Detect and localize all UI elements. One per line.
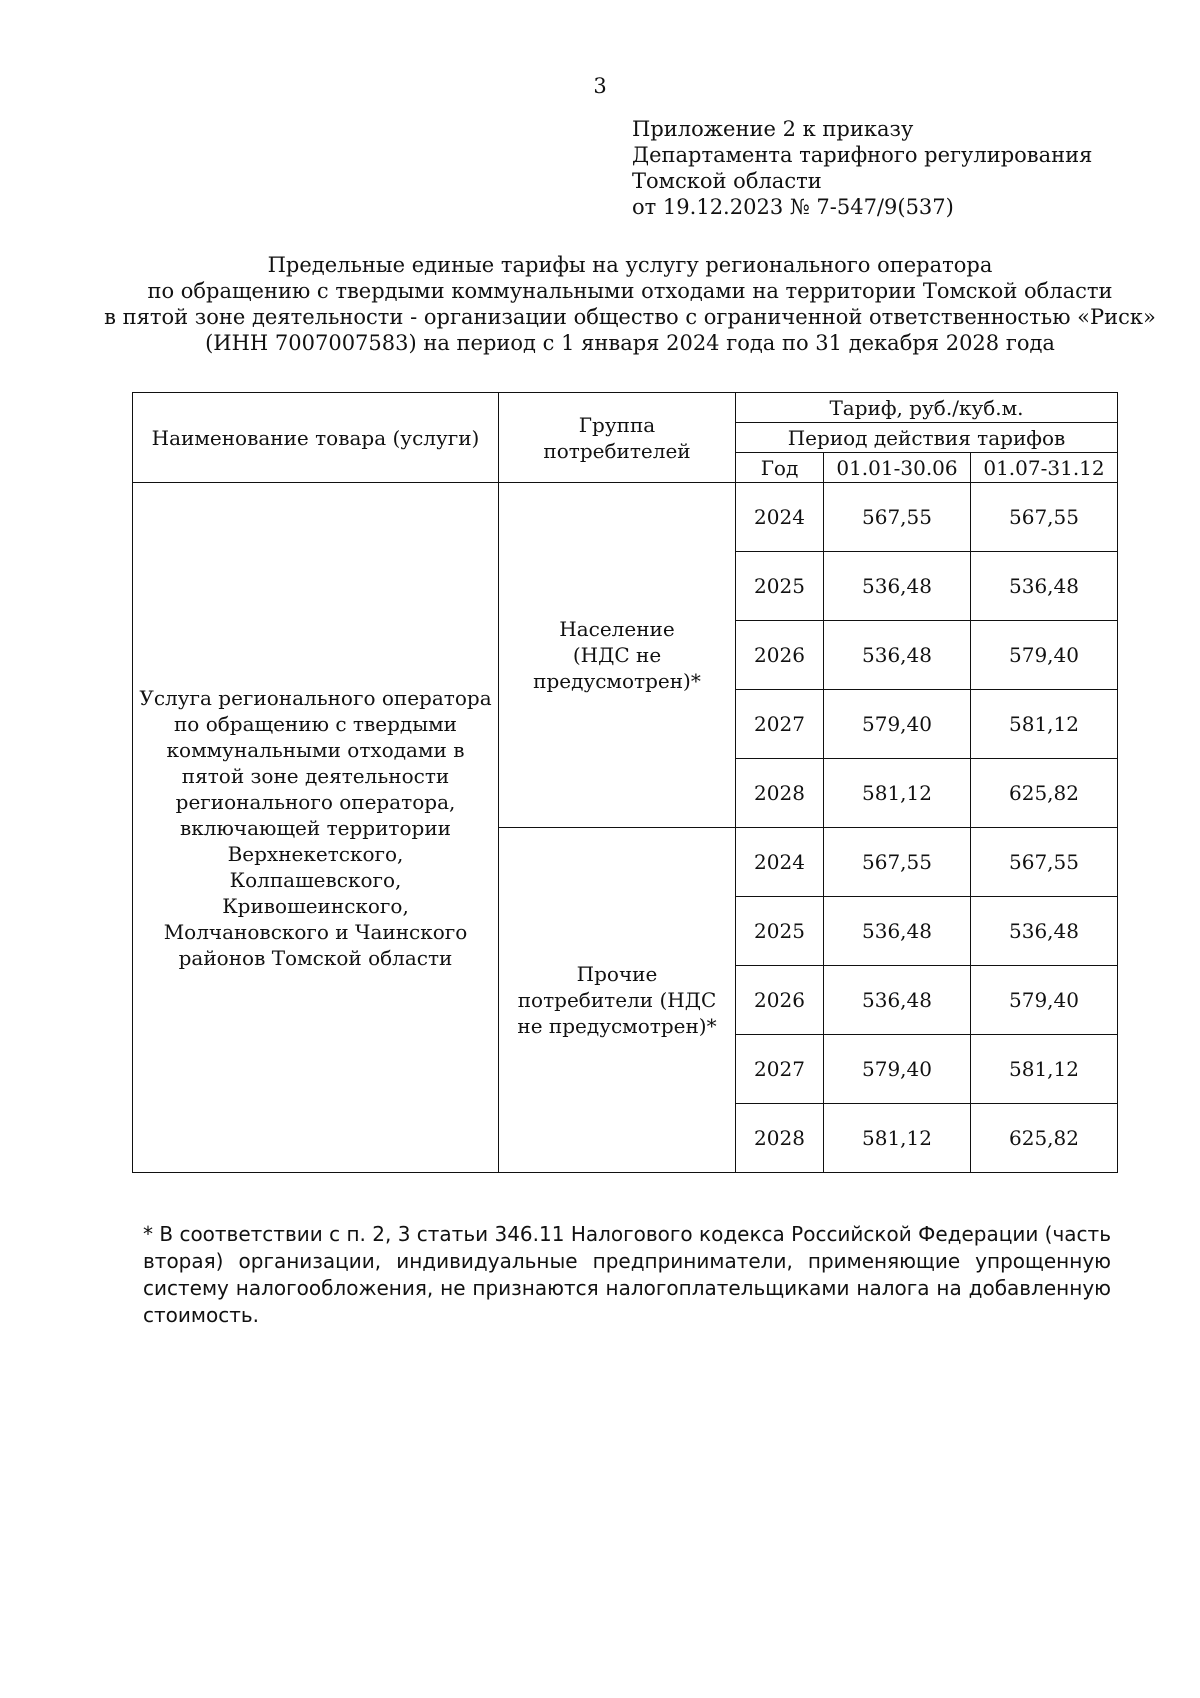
service-line: коммунальными отходами в	[166, 737, 465, 762]
service-line: Колпашевского,	[229, 867, 402, 892]
first-half-value: 567,55	[824, 483, 971, 552]
second-half-value: 536,48	[971, 897, 1118, 966]
header-period: Период действия тарифов	[736, 423, 1118, 453]
group-line: потребители (НДС	[517, 988, 717, 1012]
year-cell: 2028	[736, 759, 824, 828]
page-number: 3	[593, 74, 607, 98]
group-cell	[499, 483, 736, 828]
year-cell: 2024	[736, 483, 824, 552]
service-line: по обращению с твердыми	[173, 711, 458, 736]
header-row	[133, 393, 1118, 423]
second-half-value: 625,82	[971, 1104, 1118, 1173]
footnote: * В соответствии с п. 2, 3 статьи 346.11 Налогового кодекса Российской Федерации (часть вторая) организации, индивидуальные предприниматели, применяющие упрощенную систему налогообложения, не признаются налогоплательщиками налога на добавленную стоимость.	[143, 1222, 1111, 1327]
appendix-line: Приложение 2 к приказу	[632, 117, 914, 141]
second-half-value: 567,55	[971, 828, 1118, 897]
second-half-value: 579,40	[971, 621, 1118, 690]
service-line: пятой зоне деятельности	[181, 763, 450, 788]
service-cell	[133, 483, 499, 1173]
first-half-value: 581,12	[824, 759, 971, 828]
header-first-half: 01.01-30.06	[824, 453, 971, 483]
group-line: не предусмотрен)*	[517, 1014, 717, 1038]
appendix-block	[632, 116, 1092, 220]
table-row	[133, 483, 1118, 552]
first-half-value: 536,48	[824, 966, 971, 1035]
title-line: в пятой зоне деятельности - организации общество с ограниченной ответственностью «Риск»	[104, 305, 1156, 329]
service-line: Верхнекетского,	[227, 841, 404, 866]
year-cell: 2026	[736, 621, 824, 690]
first-half-value: 581,12	[824, 1104, 971, 1173]
group-line: Прочие	[576, 962, 658, 986]
second-half-value: 579,40	[971, 966, 1118, 1035]
year-cell: 2024	[736, 828, 824, 897]
title-line: (ИНН 7007007583) на период с 1 января 2024 года по 31 декабря 2028 года	[205, 331, 1055, 355]
group-line: предусмотрен)*	[533, 669, 701, 693]
service-line: включающей территории	[180, 815, 451, 840]
service-line: Услуга регионального оператора	[139, 685, 492, 710]
header-second-half: 01.07-31.12	[971, 453, 1118, 483]
first-half-value: 536,48	[824, 897, 971, 966]
tariff-body	[133, 483, 1118, 1173]
year-cell: 2025	[736, 897, 824, 966]
group-line: Население	[559, 617, 675, 641]
title-line: Предельные единые тарифы на услугу регионального оператора	[267, 253, 993, 277]
appendix-line: Департамента тарифного регулирования	[632, 143, 1093, 167]
appendix-line: Томской области	[632, 169, 822, 193]
header-group	[499, 393, 736, 483]
tariff-table	[132, 392, 1118, 1173]
header-group-line: Группа потребителей	[543, 412, 691, 463]
service-line: Кривошеинского,	[222, 893, 409, 918]
first-half-value: 579,40	[824, 690, 971, 759]
second-half-value: 581,12	[971, 690, 1118, 759]
year-cell: 2027	[736, 1035, 824, 1104]
year-cell: 2028	[736, 1104, 824, 1173]
service-line: Молчановского и Чаинского	[163, 919, 468, 944]
second-half-value: 536,48	[971, 552, 1118, 621]
first-half-value: 567,55	[824, 828, 971, 897]
group-line: (НДС не	[572, 643, 662, 667]
header-service: Наименование товара (услуги)	[133, 393, 499, 483]
second-half-value: 625,82	[971, 759, 1118, 828]
year-cell: 2025	[736, 552, 824, 621]
title-line: по обращению с твердыми коммунальными отходами на территории Томской области	[147, 279, 1113, 303]
group-cell	[499, 828, 736, 1173]
first-half-value: 536,48	[824, 552, 971, 621]
second-half-value: 581,12	[971, 1035, 1118, 1104]
service-line: районов Томской области	[178, 945, 453, 970]
service-line: регионального оператора,	[175, 789, 456, 814]
first-half-value: 536,48	[824, 621, 971, 690]
first-half-value: 579,40	[824, 1035, 971, 1104]
year-cell: 2026	[736, 966, 824, 1035]
document-title	[60, 252, 1200, 356]
appendix-line: от 19.12.2023 № 7-547/9(537)	[632, 195, 954, 219]
header-tariff: Тариф, руб./куб.м.	[736, 393, 1118, 423]
year-cell: 2027	[736, 690, 824, 759]
second-half-value: 567,55	[971, 483, 1118, 552]
header-year: Год	[736, 453, 824, 483]
